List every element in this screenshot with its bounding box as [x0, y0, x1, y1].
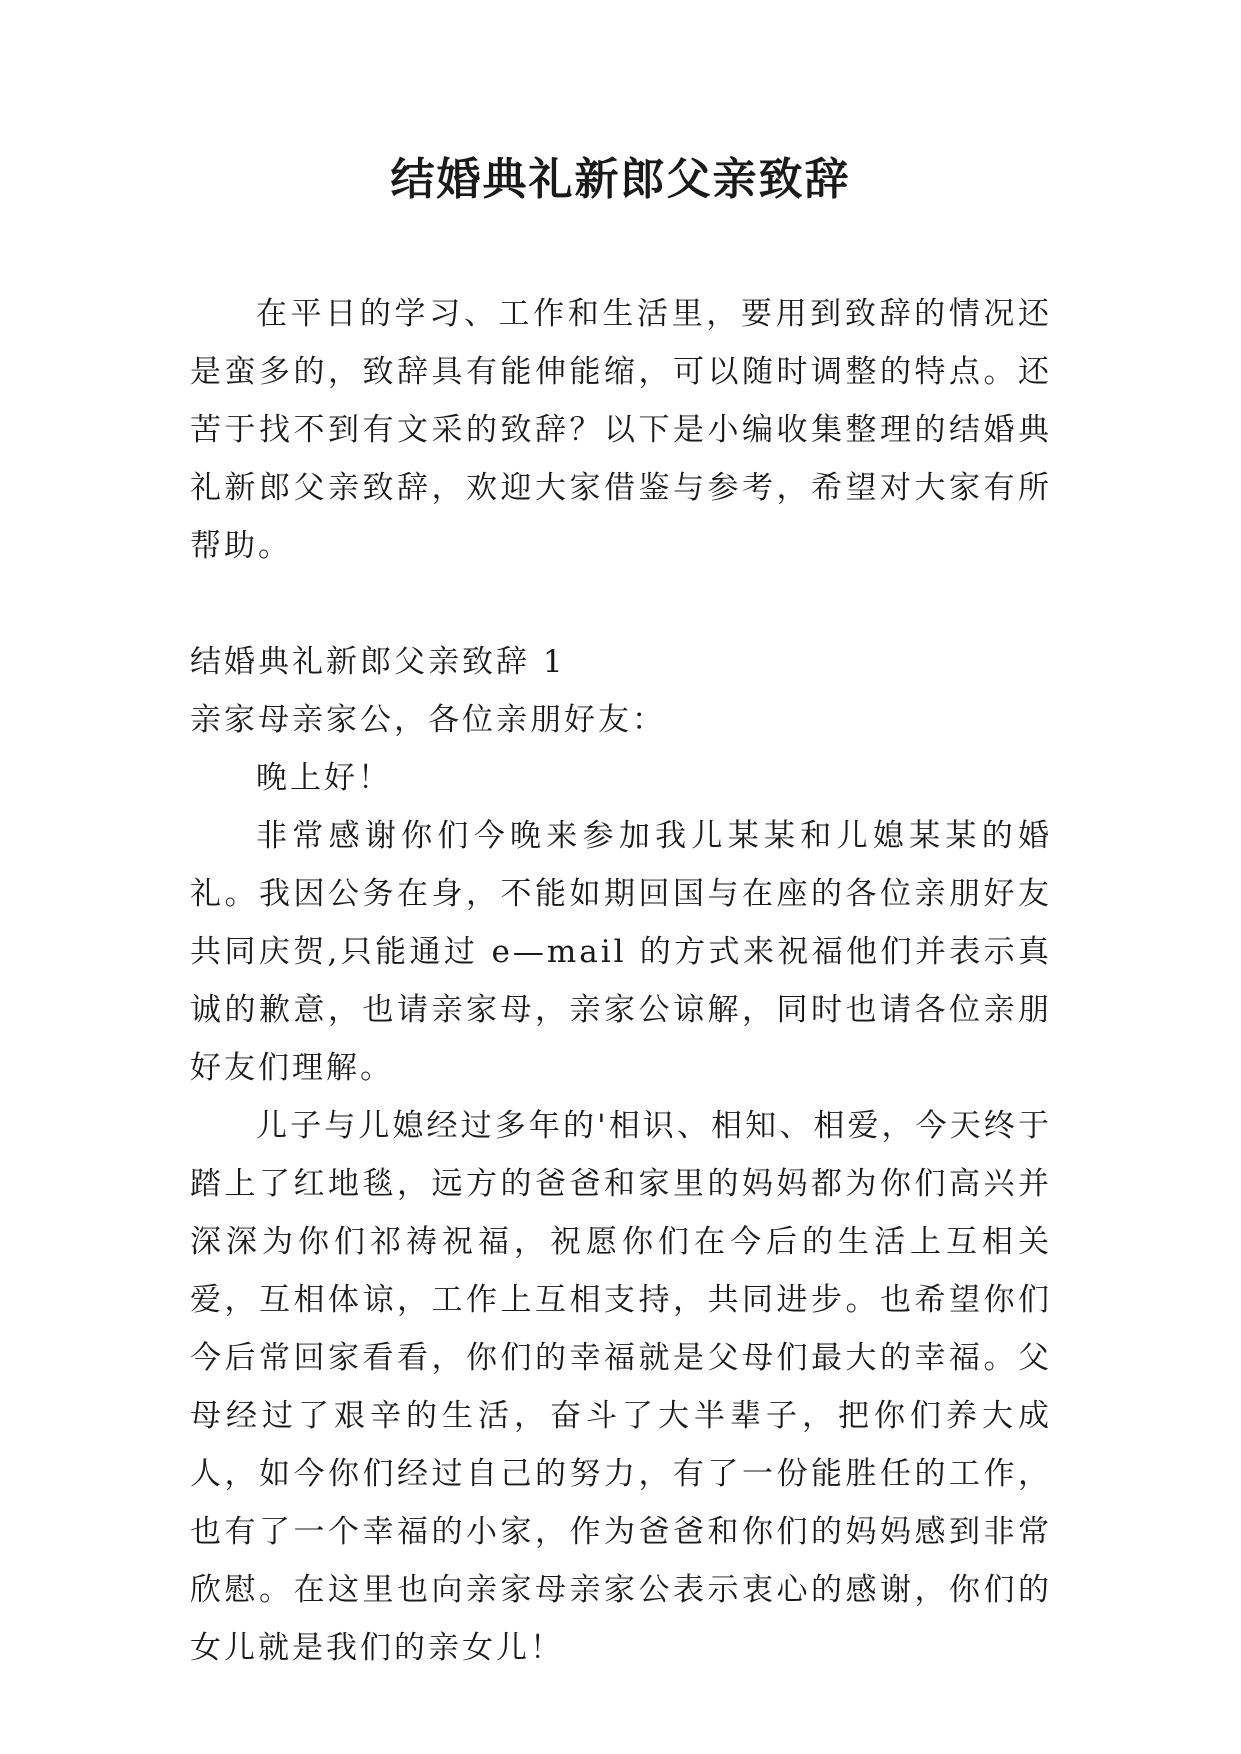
intro-paragraph: 在平日的学习、工作和生活里，要用到致辞的情况还是蛮多的，致辞具有能伸能缩，可以随时调整的特点。还苦于找不到有文采的致辞？以下是小编收集整理的结婚典礼新郎父亲致辞，欢迎大家借鉴与参考，希望对大家有所帮助。	[190, 296, 1052, 564]
salutation: 亲家母亲家公，各位亲朋好友：	[190, 702, 666, 738]
document-body	[190, 285, 1052, 1677]
document-title: 结婚典礼新郎父亲致辞	[390, 154, 851, 205]
body-paragraph-2: 儿子与儿媳经过多年的'相识、相知、相爱，今天终于踏上了红地毯，远方的爸爸和家里的妈妈都为你们高兴并深深为你们祁祷祝福，祝愿你们在今后的生活上互相关爱，互相体谅，工作上互相支持，共同进步。也希望你们今后常回家看看，你们的幸福就是父母们最大的幸福。父母经过了艰辛的生活，奋斗了大半辈子，把你们养大成人，如今你们经过自己的努力，有了一份能胜任的工作，也有了一个幸福的小家，作为爸爸和你们的妈妈感到非常欣慰。在这里也向亲家母亲家公表示衷心的感谢，你们的女儿就是我们的亲女儿！	[190, 1108, 1052, 1666]
section-heading: 结婚典礼新郎父亲致辞 1	[190, 644, 566, 680]
body-paragraph-1: 非常感谢你们今晚来参加我儿某某和儿媳某某的婚礼。我因公务在身，不能如期回国与在座的各位亲朋好友共同庆贺,只能通过 e—mail 的方式来祝福他们并表示真诚的歉意，也请亲家母，亲家公谅解，同时也请各位亲朋好友们理解。	[190, 818, 1052, 1086]
paragraph-spacer	[190, 575, 1052, 633]
greeting: 晚上好！	[256, 760, 392, 796]
